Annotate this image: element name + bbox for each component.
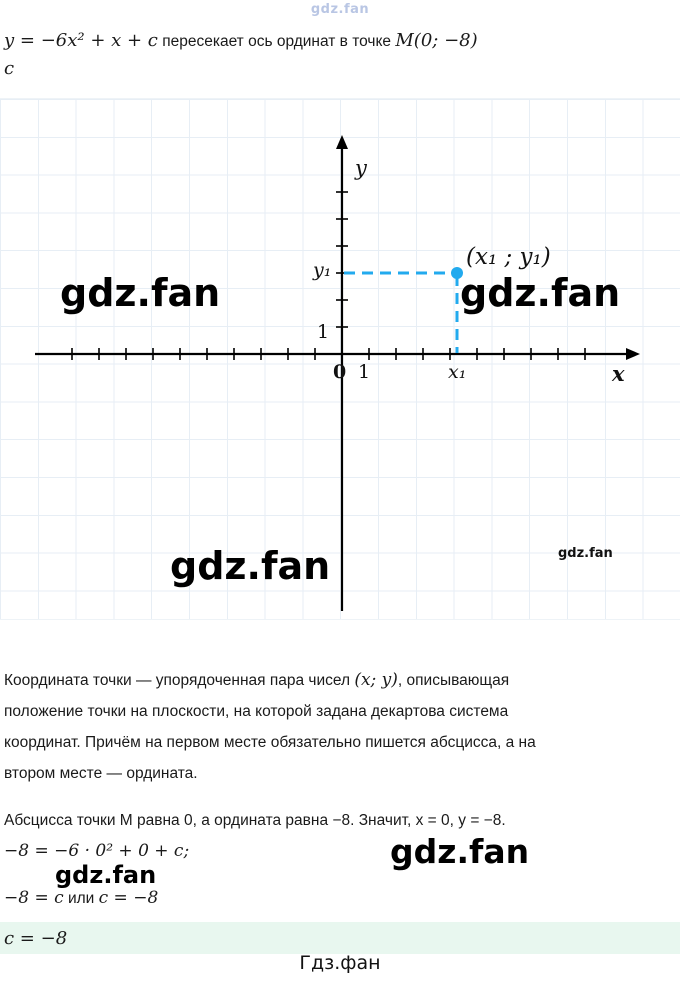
watermark-top: gdz.fan [310,2,370,17]
solution-line-3-a: −8 = c [4,888,64,908]
solution-line-3-c: c = −8 [98,888,159,908]
solution-line-1-a: Абсцисса точки [4,812,120,829]
coordinate-plane-figure [0,98,680,620]
label-x1: x₁ [448,361,467,383]
watermark-text-large: gdz.fan [390,832,530,871]
answer-value: c = −8 [4,927,68,949]
solution-line-1-b: равна [132,812,184,829]
statement-text: пересекает ось ординат в точке [157,33,396,50]
solution-line-2: −8 = −6 · 0² + 0 + c; [4,841,190,861]
solution-line-1-minus8: −8 [332,812,351,829]
solution-line-3-b: или [63,890,99,907]
label-unit-x: 1 [358,361,371,383]
solution-line-1-m: M [119,812,133,829]
solution-line-1-e: x = 0, y = −8. [415,812,506,829]
solution-line-1-d: . Значит, [350,812,416,829]
coordinate-axes-svg [0,99,680,619]
watermark-figure-right: gdz.fan [460,271,621,315]
explanation-line-1-math: (x; y) [354,670,398,690]
explanation-line-1-b: , описывающая [397,672,510,689]
label-point-pair: (x₁ ; y₁) [466,244,551,270]
solution-line-1 [4,812,674,830]
label-unit-y: 1 [317,321,330,343]
watermark-figure-bottom: gdz.fan [170,544,331,588]
explanation-line-4: втором месте — ордината. [4,765,198,782]
solution-line-1-zero: 0 [183,812,193,829]
axis-x-label: x [612,361,625,386]
footer-brand: Гдз.фан [299,952,381,974]
solution-line-1-c: , а ордината равна [192,812,333,829]
watermark-figure-left: gdz.fan [60,271,221,315]
label-y1: y₁ [313,259,332,281]
axis-y-label: y [355,156,367,180]
watermark-figure-small: gdz.fan [558,546,613,561]
watermark-text-small: gdz.fan [55,861,157,889]
explanation-text [4,665,664,789]
explanation-line-3: координат. Причём на первом месте обязательно пишется абсцисса, а на [4,734,536,751]
statement-point: M(0; −8) [395,30,478,51]
statement-formula: y = −6x² + x + c [4,30,158,51]
answer-banner [0,922,680,954]
statement-second-line: c [4,58,15,79]
label-origin: 0 [333,361,347,383]
solution-line-3 [4,888,674,908]
explanation-line-2: положение точки на плоскости, на которой задана декартова система [4,703,509,720]
explanation-line-1-a: Координата точки — упорядоченная пара чисел [4,672,355,689]
explanation-line-1 [4,665,664,696]
problem-statement [4,28,674,55]
